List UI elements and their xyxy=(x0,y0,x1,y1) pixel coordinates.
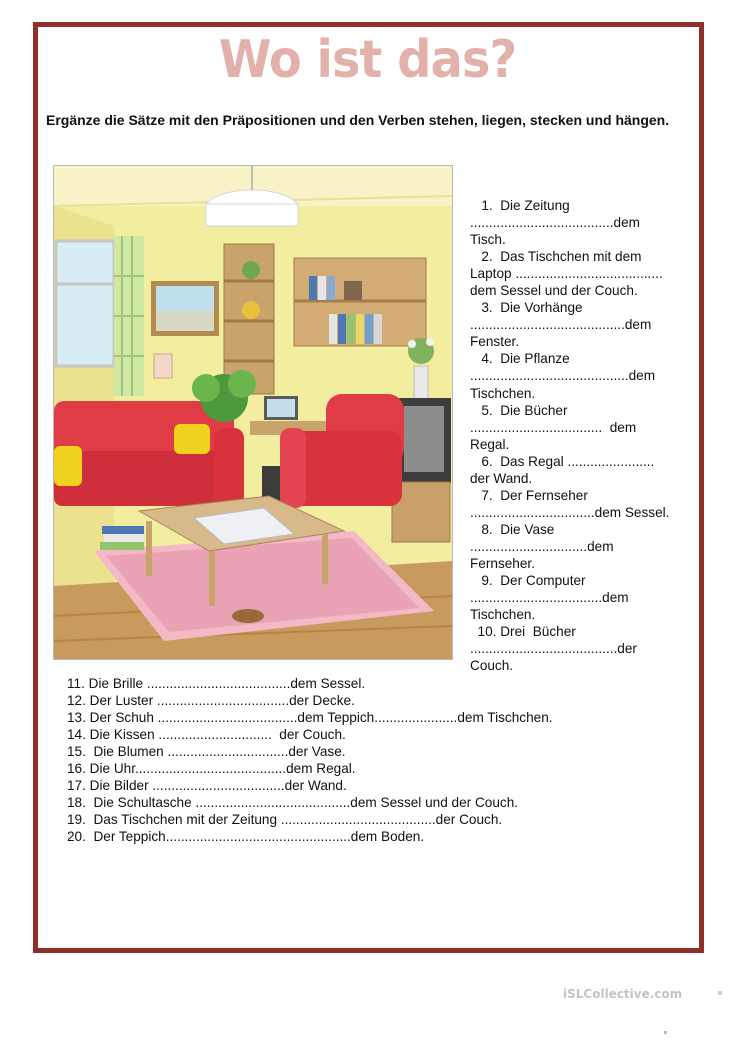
exercise-line: Tischchen. xyxy=(470,385,536,401)
exercise-line: Couch. xyxy=(470,658,514,674)
exercise-line: 13. Der Schuh .....................................dem Teppich......................dem Tischchen. xyxy=(67,710,553,726)
exercise-line: 2. Das Tischchen mit dem xyxy=(470,249,642,265)
exercise-line: 1. Die Zeitung xyxy=(470,198,570,213)
exercise-line: 17. Die Bilder ...................................der Wand. xyxy=(67,778,347,794)
exercise-line: 19. Das Tischchen mit der Zeitung .........................................der Couch. xyxy=(67,812,503,828)
exercise-line: Tischchen. xyxy=(470,607,536,623)
site-watermark: iSLCollective.com xyxy=(563,987,683,1001)
exercise-line: 11. Die Brille ......................................dem Sessel. xyxy=(67,676,366,691)
exercise-line: 12. Der Luster ...................................der Decke. xyxy=(67,693,355,709)
exercise-line: 9. Der Computer xyxy=(470,573,586,589)
exercise-line: .......................................der xyxy=(470,641,637,657)
exercise-line: ................................... dem xyxy=(470,419,637,435)
exercise-line: ......................................dem xyxy=(470,215,640,231)
exercise-line: Tisch. xyxy=(470,232,506,248)
exercise-line: 20. Der Teppich.................................................dem Boden. xyxy=(67,829,425,845)
exercise-line: Regal. xyxy=(470,436,510,452)
exercise-line: 6. Das Regal ....................... xyxy=(470,453,655,469)
exercise-line: 16. Die Uhr........................................dem Regal. xyxy=(67,761,356,777)
exercise-line: 14. Die Kissen .............................. der Couch. xyxy=(67,727,346,743)
living-room-illustration xyxy=(53,165,453,660)
exercise-line: ...............................dem xyxy=(470,538,614,554)
exercise-line: dem Sessel und der Couch. xyxy=(470,283,638,299)
exercise-line: Fenster. xyxy=(470,334,520,350)
exercise-line: Fernseher. xyxy=(470,555,535,571)
exercise-line: 7. Der Fernseher xyxy=(470,487,588,503)
exercise-line: .................................dem Sessel. xyxy=(470,504,670,520)
exercise-line: Laptop ....................................... xyxy=(470,266,663,282)
exercise-list-right xyxy=(470,197,705,674)
exercise-line: 15. Die Blumen ................................der Vase. xyxy=(67,744,346,760)
exercise-line: ..........................................dem xyxy=(470,368,656,384)
exercise-list-bottom xyxy=(67,675,687,845)
exercise-line: 5. Die Bücher xyxy=(470,402,568,418)
page-title: Wo ist das? xyxy=(218,30,517,90)
decorative-dot xyxy=(718,991,722,995)
exercise-line: .........................................dem xyxy=(470,317,652,333)
exercise-line: ...................................dem xyxy=(470,590,629,606)
exercise-line: 8. Die Vase xyxy=(470,521,555,537)
exercise-line: 10. Drei Bücher xyxy=(470,624,576,640)
exercise-line: 18. Die Schultasche .........................................dem Sessel und der Couch. xyxy=(67,795,519,811)
decorative-dot xyxy=(664,1031,667,1034)
instruction-text: Ergänze die Sätze mit den Präpositionen und den Verben stehen, liegen, stecken und hängen. xyxy=(46,112,670,128)
exercise-line: 4. Die Pflanze xyxy=(470,351,570,367)
exercise-line: 3. Die Vorhänge xyxy=(470,300,583,316)
exercise-line: der Wand. xyxy=(470,470,533,486)
